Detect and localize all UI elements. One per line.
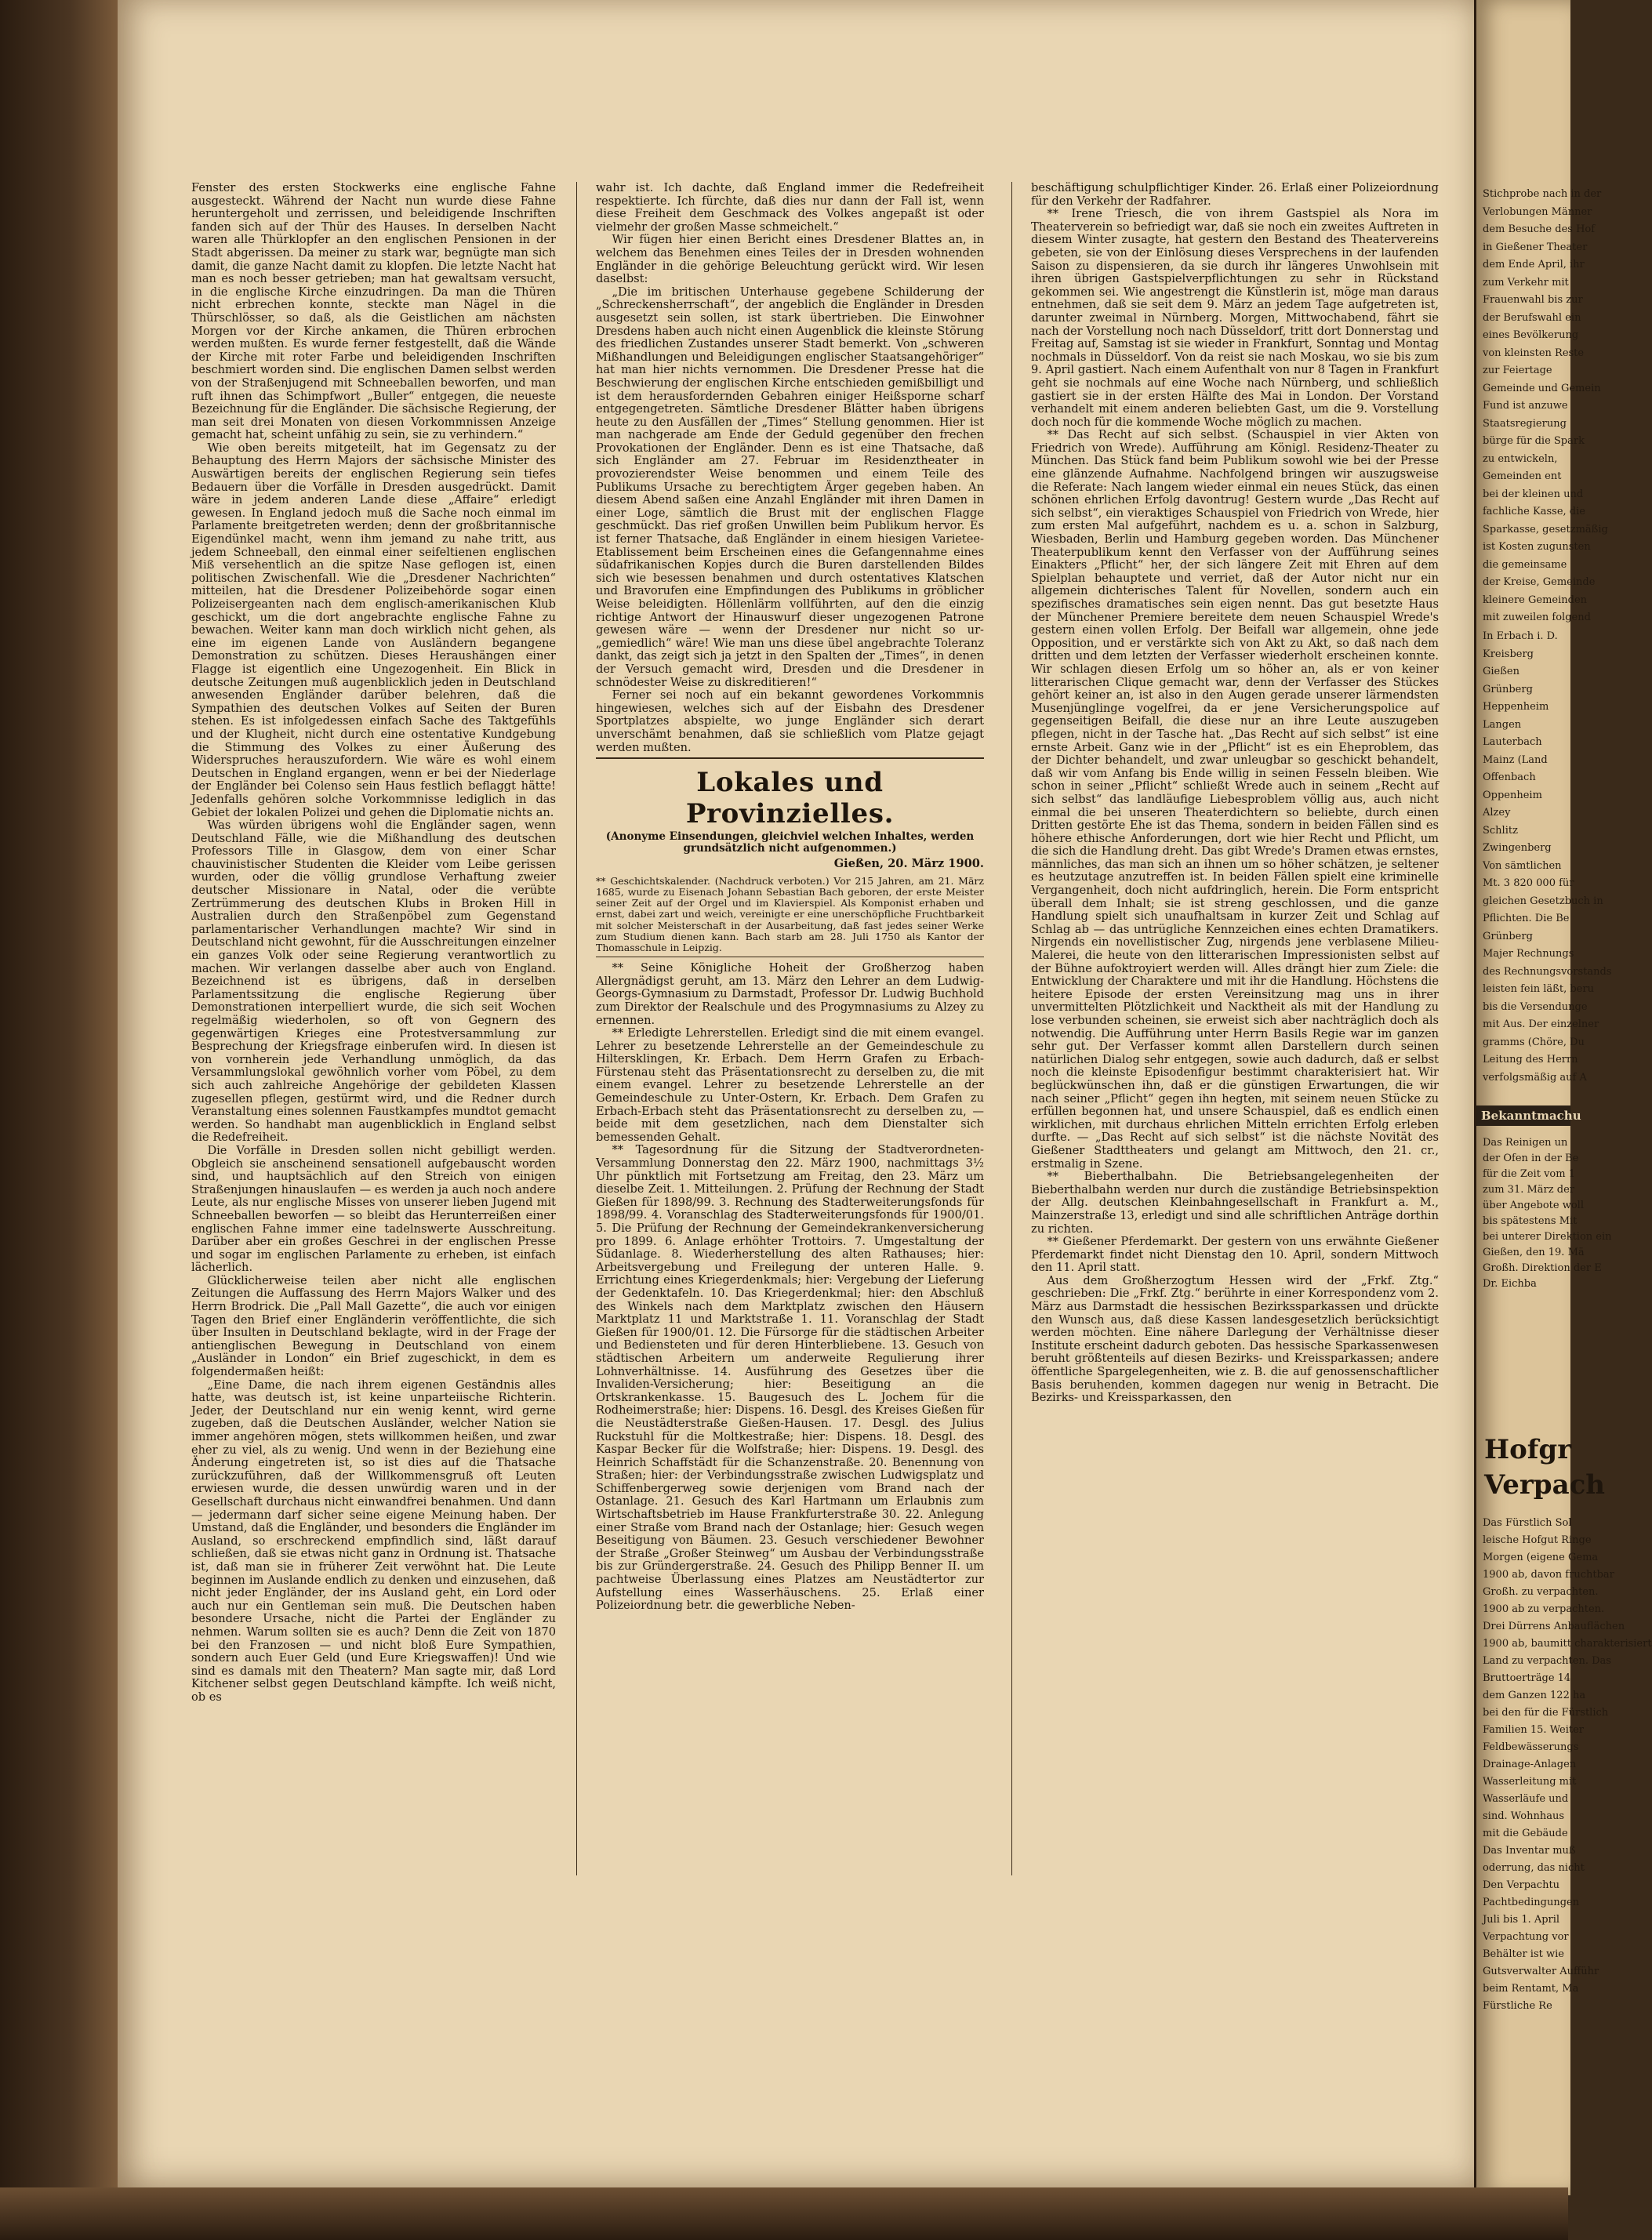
news-item: ** Das Recht auf sich selbst. (Schauspiel in vier Akten von Friedrich von Wrede). Aufführung am Königl. Residenz-Theater zu München. Das Stück fand beim Publikum sowohl wie bei der Presse eine glänzende Aufnahme. Nachfolgend bringen wir auszugsweise die Referate: Nach langem wieder einmal ein neues Stück, das einen schönen ehrlichen Erfolg davontrug! Gestern wurde „Das Recht auf sich selbst“, ein vieraktiges Schauspiel von Friedrich von Wrede, hier zum ersten Mal aufgeführt, nachdem es u. a. schon in Salzburg, Wiesbaden, Berlin und Hamburg gegeben worden. Das Münchener Theaterpublikum kennt den Verfasser von der Aufführung seines Einakters „Pflicht“ her, der sich längere Zeit mit Ehren auf dem Spielplan behauptete und verriet, daß der Autor nicht nur ein allgemein dichterisches Talent für Novellen, sondern auch ein spezifisches dramatisches sein eigen nennt. Das gut besetzte Haus der Münchener Premiere bereitete dem neuen Schauspiel Wrede's gestern einen vollen Erfolg. Der Beifall war allgemein, ohne jede Opposition, und er verstärkte sich von Akt zu Akt, so daß nach dem dritten und dem letzten der Verfasser wiederholt erscheinen konnte. Wir schlagen diesen Erfolg um so höher an, als er von keiner litterarischen Clique gemacht war, denn der Verfasser des Stückes gehört keiner an, ist also in den Augen gerade unserer lärmendsten Musenjünglinge vogelfrei, da er jene Versicherungspolice auf gegenseitigen Beifall, die diese nur an ihre Leute auszugeben pflegen, nicht in der Tasche hat. „Das Recht auf sich selbst“ ist eine ernste Arbeit. Ganz wie in der „Pflicht“ ist es ein Eheproblem, das der Dichter behandelt, und zwar unleugbar so geschickt behandelt, daß wir vom Anfang bis Ende willig in seinen Fesseln bleiben. Wie schon in seiner „Pflicht“ schließt Wrede auch in seinem „Recht auf sich selbst“ das landläufige Liebesproblem völlig aus, auch nicht einmal die bei unseren Theaterdichtern so beliebte, durch einen Dritten gestörte Ehe ist das Thema, sondern in beiden Fällen sind es höhere ethische Anforderungen, dort wie hier Recht und Pflicht, um die sich die Handlung dreht. Das gibt Wrede's Dramen etwas ernstes, männliches, das man sich an ihnen um so höher schätzen, je seltener es heutzutage anzutreffen ist. In beiden Fällen spielt eine kriminelle Vergangenheit, doch nicht aufdringlich, herein. Die Form entspricht überall dem Inhalt; sie ist streng geschlossen, und die ganze Handlung spielt sich unaufhaltsam in kurzer Zeit und Schlag auf Schlag ab — das untrügliche Kennzeichen eines echten Dramatikers. Nirgends ein novellistischer Zug, nirgends jene verblasene Milieu-Malerei, die heute von den litterarischen Impressionisten selbst auf der Bühne aufoktroyiert werden will. Alles drängt hier zum Ziele: die Entwicklung der Charaktere und mit ihr die Handlung. Höchstens die heitere Episode der ersten Vereinsitzung mag uns in ihrer unvermittelten Plötzlichkeit und Nacktheit als mit der Handlung zu lose verbunden scheinen, sie erweist sich aber nachträglich doch als notwendig. Die Aufführung unter Herrn Basils Regie war im ganzen sehr gut. Der Verfasser kommt allen Darstellern durch seinen natürlichen Dialog sehr entgegen, sowie auch dadurch, daß er selbst noch die kleinste Episodenfigur bestimmt charakterisiert hat. Wir beglückwünschen ihn, daß er die günstigen Erwartungen, die wir nach seiner „Pflicht“ gegen ihn hegten, mit seinem neuen Stücke zu erfüllen begonnen hat, und unsere Schauspiel, daß es endlich einen wirklichen, mit durchaus ehrlichen Mitteln errichten Erfolg erleben durfte. — „Das Recht auf sich selbst“ ist die nächste Novität des Gießener Stadttheaters und gelangt am Mittwoch, den 21. cr., erstmalig in Szene. [1031, 428, 1439, 1171]
article-paragraph: Was würden übrigens wohl die Engländer sagen, wenn Deutschland Fälle, wie die Mißhandlung des deutschen Professors Tille in Glasgow, dem von einer Schar chauvinistischer Studenten die Kleider vom Leibe gerissen wurden, oder die völlig grundlose Verhaftung zweier deutscher Missionare in Natal, oder die verübte Zertrümmerung des deutschen Klubs in Broken Hill in Australien durch den Straßenpöbel zum Gegenstand parlamentarischer Verhandlungen machte? Wir sind in Deutschland nicht gewohnt, für die Ausschreitungen einzelner ein ganzes Volk oder seine Regierung verantwortlich zu machen. Wir verlangen dasselbe aber auch von England. Bezeichnend ist es übrigens, daß in derselben Parlamentssitzung die englische Regierung über Demonstrationen interpelliert wurde, die sich seit Wochen regelmäßig wiederholen, so oft von Gegnern des gegenwärtigen Krieges eine Protestversammlung zur Besprechung der Kriegsfrage einberufen wird. In diesen ist von vornherein jede Verhandlung unmöglich, da das Versammlungslokal gewöhnlich vorher vom Pöbel, zu dem sich auch zahlreiche Angehörige der gebildeten Klassen zugesellen pflegen, gestürmt wird, und die Redner durch Veranstaltung eines solennen Faustkampfes mundtot gemacht werden. So handhabt man augenblicklich in England selbst die Redefreiheit. [191, 819, 556, 1145]
adjacent-page-fragment: Feldbewässerungs [1483, 1741, 1579, 1753]
article-paragraph: Glücklicherweise teilen aber nicht alle englischen Zeitungen die Auffassung des Herrn Majors Walker und des Herrn Brodrick. Die „Pall Mall Gazette“, die auch vor einigen Tagen den Brief einer Engländerin veröffentlichte, die sich über Insulten in Deutschland beklagte, wird in der Frage der antienglischen Bewegung in Deutschland von einem „Ausländer in London“ ein Brief zugeschickt, in dem es folgendermaßen heißt: [191, 1273, 556, 1379]
section-title: Lokales und Provinzielles. [685, 767, 895, 830]
adjacent-page-fragment: verfolgsmäßig auf A [1483, 1071, 1587, 1084]
adjacent-page-fragment: mit Aus. Der einzelner [1483, 1018, 1599, 1030]
article-paragraph: Wie oben bereits mitgeteilt, hat im Gegensatz zu der Behauptung des Herrn Majors der sächsische Minister des Auswärtigen bereits der englischen Regierung sein tiefes Bedauern über die Vorfälle in Dresden ausgedrückt. Damit wäre in jedem anderen Lande diese „Affaire“ erledigt gewesen. In England jedoch muß die Sache noch einmal im Parlamente breitgetreten werden; denn der großbritannische Eigendünkel macht, wenn ihm jemand zu nahe tritt, aus jedem Schneeball, den einmal einer seifeltienen englischen Miß versehentlich an die spitze Nase geflogen ist, einen politischen Zwischenfall. Wie die „Dresdener Nachrichten“ mitteilen, hat die Dresdener Polizeibehörde sogar einen Polizeisergeanten nach dem englisch-amerikanischen Klub geschickt, um die dort angebrachte englische Fahne zu bewachen. Weiter kann man doch wirklich nicht gehen, als eine im eigenen Lande von Ausländern begangene Demonstration zu schützen. Dieses Heraushängen einer Flagge ist eigentlich eine Ungezogenheit. Ein Blick in deutsche Zeitungen muß augenblicklich jeden in Deutschland anwesenden Engländer darüber belehren, daß die Sympathien des deutschen Volkes auf Seiten der Buren stehen. Es ist infolgedessen einfach Sache des Taktgefühls und der Klugheit, nicht durch eine ostentative Kundgebung die Stimmung des Volkes zu einer Äußerung des Widerspruches herauszufordern. Wie wäre es wohl einem Deutschen in England ergangen, wenn er bei der Niederlage der Engländer bei Colenso sein Haus festlich beflaggt hätte! Jedenfalls gehören solche Vorkommnisse lediglich in das Gebiet der lokalen Polizei und gehen die Diplomatie nichts an. [191, 441, 556, 819]
article-paragraph: wahr ist. Ich dachte, daß England immer die Redefreiheit respektierte. Ich fürchte, daß dies nur dann der Fall ist, wenn diese Freiheit dem Geschmack des Volkes angepaßt ist oder vielmehr der großen Masse schmeichelt.“ [596, 181, 984, 234]
scan-bottom-edge [0, 2187, 1568, 2240]
adjacent-page-fragment: Leitung des Herrn [1483, 1054, 1578, 1066]
section-subtitle: (Anonyme Einsendungen, gleichviel welchen Inhaltes, werden grundsätzlich nicht aufgenommen.) [605, 830, 975, 855]
column-divider [576, 182, 577, 1875]
adjacent-page-fragment: Stichprobe nach in der [1483, 188, 1602, 200]
adjacent-page-fragment: sind. Wohnhaus [1483, 1810, 1565, 1822]
adjacent-page-fragment: Mt. 3 820 000 für [1483, 877, 1574, 889]
adjacent-page-fragment: Land zu verpachten. Das [1483, 1655, 1611, 1667]
adjacent-page-fragment: Offenbach [1483, 771, 1536, 783]
adjacent-page-fragment: in Gießener Theater [1483, 241, 1588, 253]
adjacent-page-fragment: zum Verkehr mit [1483, 276, 1569, 289]
article-paragraph: Fenster des ersten Stockwerks eine englische Fahne ausgesteckt. Während der Nacht nun wurde diese Fahne heruntergeholt und zerrissen, und beleidigende Inschriften fanden sich auf der Thür des Hauses. In derselben Nacht waren alle Thürklopfer an den englischen Pensionen in der Stadt abgerissen. Da meiner zu stark war, begnügte man sich damit, die ganze Nacht damit zu klopfen. Die letzte Nacht hat man es noch besser getrieben; man hat gewaltsam versucht, in die englische Kirche einzudringen. Da man die Thüren nicht erbrechen konnte, steckte man Nägel in die Thürschlösser, so daß, als die Geistlichen am nächsten Morgen vor der Kirche ankamen, die Thüren erbrochen werden mußten. Es wurde ferner festgestellt, daß die Wände der Kirche mit roter Farbe und beleidigenden Inschriften beschmiert worden sind. Die englischen Damen selbst werden von der Straßenjugend mit Schneeballen beworfen, und man ruft ihnen das Schimpfwort „Buller“ entgegen, die neueste Bezeichnung für die Engländer. Die sächsische Regierung, der man seit drei Monaten von diesen Vorkommnissen Anzeige gemacht hat, scheint unfähig zu sein, sie zu verhindern.“ [191, 181, 556, 442]
adjacent-page-fragment: die gemeinsame [1483, 558, 1567, 571]
article-paragraph: Ferner sei noch auf ein bekannt gewordenes Vorkommnis hingewiesen, welches sich auf der Eisbahn des Dresdener Sportplatzes abspielte, wo junge Engländer sich derart unverschämt benahmen, daß sie schließlich vom Platze gejagt werden mußten. [596, 688, 984, 754]
adjacent-page-strip [1474, 0, 1652, 2195]
adjacent-box-fragment: zum 31. März der [1483, 1184, 1574, 1196]
adjacent-page-fragment: Wasserläufe und [1483, 1793, 1569, 1805]
adjacent-page-fragment: Großh. zu verpachten. [1483, 1586, 1599, 1598]
adjacent-page-fragment: der Berufswahl ein [1483, 311, 1581, 324]
adjacent-page-fragment: Von sämtlichen [1483, 859, 1562, 872]
news-item: Aus dem Großherzogtum Hessen wird der „Frkf. Ztg.“ geschrieben: Die „Frkf. Ztg.“ berührte in einer Korrespondenz vom 2. März aus Darmstadt die hessischen Bezirkssparkassen und drückte den Wunsch aus, daß diese Kassen landesgesetzlich berücksichtigt werden möchten. Eine nähere Darlegung der Verhältnisse dieser Institute erscheint dadurch geboten. Das hessische Sparkassenwesen beruht größtenteils auf diesen Bezirks- und Kreissparkassen; andere öffentliche Spargelegenheiten, wie z. B. die auf genossenschaftlicher Basis beruhenden, kommen dagegen nur wenig in Betracht. Die Bezirks- und Kreissparkassen, den [1031, 1273, 1439, 1405]
adjacent-page-fragment: Fürstliche Re [1483, 2000, 1552, 2012]
adjacent-page-fragment: zu entwickeln, [1483, 452, 1558, 465]
article-paragraph: „Eine Dame, die nach ihrem eigenen Geständnis alles hatte, was deutsch ist, ist keine unparteiische Richterin. Jeder, der Deutschland nur ein wenig kennt, wird gerne zugeben, daß die Deutschen Ausländer, welcher Nation sie immer angehören mögen, stets willkommen heißen, und zwar eher zu viel, als zu wenig. Und wenn in der Beziehung eine Änderung eingetreten ist, so ist dies auf die Thatsache zurückzuführen, daß der Willkommensgruß oft Leuten erwiesen wurde, die dessen unwürdig waren und in der Gesellschaft durchaus nicht einwandfrei benahmen. Und dann — jedermann darf sicher seine eigene Meinung haben. Der Umstand, daß die Engländer, und besonders die Engländer im Ausland, so erschreckend empfindlich sind, läßt darauf schließen, daß sie etwas nicht ganz in Ordnung ist. Thatsache ist, daß man sie in früherer Zeit verwöhnt hat. Die Leute beginnen im Auslande endlich zu denken und einzusehen, daß nicht jeder Engländer, der ins Ausland geht, ein Lord oder auch nur ein Gentleman sein muß. Die Deutschen haben besondere Ursache, nicht die Partei der Engländer zu nehmen. Warum sollten sie es auch? Denn die Zeit von 1870 bei den Franzosen — und nicht bloß Eure Sympathien, sondern auch Euer Geld (und Eure Kriegswaffen)! Und wie sind es damals mit den Theatern? Man sagte mir, daß Lord Kitchener selbst gegen Deutschland kämpfte. Ich weiß nicht, ob es [191, 1378, 556, 1704]
adjacent-page-fragment: Frauenwahl bis zur [1483, 294, 1583, 306]
adjacent-box-title: Bekanntmachu [1476, 1105, 1570, 1126]
adjacent-page-fragment: kleinere Gemeinden [1483, 594, 1588, 606]
adjacent-page-fragment: gleichen Gesetzbuch in [1483, 895, 1603, 907]
adjacent-page-fragment: mit die Gebäude [1483, 1828, 1568, 1839]
adjacent-page-fragment: Pachtbedingungen [1483, 1897, 1580, 1908]
adjacent-page-fragment: Wasserleitung mit [1483, 1776, 1577, 1788]
article-paragraph: Wir fügen hier einen Bericht eines Dresdener Blattes an, in welchem das Benehmen eines Teiles der in Dresden wohnenden Engländer in die gehörige Beleuchtung gerückt wird. Wir lesen daselbst: [596, 233, 984, 286]
adjacent-page-fragment: 1900 ab zu verpachten. [1483, 1603, 1605, 1615]
adjacent-box-fragment: für die Zeit vom 1 [1483, 1168, 1575, 1180]
adjacent-box-fragment: Das Reinigen un [1483, 1137, 1568, 1149]
adjacent-page-fragment: Gutsverwalter Aufführ [1483, 1966, 1599, 1977]
history-calendar-notice: ** Geschichtskalender. (Nachdruck verboten.) Vor 215 Jahren, am 21. März 1685, wurde zu Eisenach Johann Sebastian Bach geboren, der erste Meister seiner Zeit auf der Orgel und im Klavierspiel. Als Komponist erhaben und ernst, dabei zart und weich, vereinigte er eine unerschöpfliche Fruchtbarkeit mit solcher Meisterschaft in der Ausarbeitung, daß fast jedes seiner Werke zum Studium dienen kann. Bach starb am 28. Juli 1750 als Kantor der Thomasschule in Leipzig. [596, 876, 984, 957]
adjacent-page-fragment: bürge für die Spark [1483, 435, 1585, 447]
adjacent-page-fragment: bis die Versendunge [1483, 1000, 1588, 1013]
adjacent-page-fragment: oderrung, das nicht [1483, 1862, 1585, 1874]
adjacent-page-fragment: Pflichten. Die Be [1483, 913, 1570, 924]
book-binding-edge [0, 0, 118, 2240]
adjacent-page-fragment: dem Ganzen 122 ha [1483, 1690, 1586, 1701]
adjacent-page-fragment: Grünberg [1483, 930, 1533, 942]
adjacent-page-fragment: fachliche Kasse, die [1483, 506, 1585, 517]
adjacent-page-fragment: ist Kosten zugunsten [1483, 541, 1591, 553]
adjacent-page-fragment: zur Feiertage [1483, 365, 1552, 376]
news-item: ** Erledigte Lehrerstellen. Erledigt sind die mit einem evangel. Lehrer zu besetzende Lehrerstelle an der Gemeindeschule zu Hiltersklingen, Kr. Erbach. Dem Herrn Grafen zu Erbach-Fürstenau steht das Präsentationsrecht zu derselben zu, die mit einem evangel. Lehrer zu besetzende Lehrerstelle an der Gemeindeschule zu Unter-Ostern, Kr. Erbach. Dem Grafen zu Erbach-Erbach steht das Präsentationsrecht zu derselben zu, — beide mit dem gesetzlichen, nach dem Dienstalter sich bemessenden Gehalt. [596, 1026, 984, 1144]
adjacent-page-fragment: 1900 ab, baumitt charakterisiert [1483, 1638, 1652, 1650]
adjacent-page-fragment: leisten fein läßt, beru [1483, 983, 1594, 995]
adjacent-page-fragment: leische Hofgut Ringe [1483, 1534, 1592, 1546]
article-column-1 [191, 182, 556, 1860]
news-item: ** Seine Königliche Hoheit der Großherzog haben Allergnädigst geruht, am 13. März den Lehrer an dem Ludwig-Georgs-Gymnasium zu Darmstadt, Professor Dr. Ludwig Buchhold zum Direktor der Realschule und des Progymnasiums zu Alzey zu ernennen. [596, 961, 984, 1027]
news-item: beschäftigung schulpflichtiger Kinder. 26. Erlaß einer Polizeiordnung für den Verkehr der Radfahrer. [1031, 181, 1439, 208]
adjacent-box-fragment: bei unterer Direktion ein [1483, 1231, 1612, 1243]
adjacent-page-fragment: Lauterbach [1483, 736, 1542, 748]
adjacent-page-fragment: mit zuweilen folgend [1483, 612, 1591, 623]
adjacent-page-fragment: Drei Dürrens Anbauflächen [1483, 1621, 1625, 1632]
adjacent-page-fragment: Gießen [1483, 666, 1519, 677]
adjacent-page-fragment: Langen [1483, 718, 1522, 731]
adjacent-page-fragment: gramms (Chöre, Du [1483, 1036, 1585, 1048]
adjacent-page-fragment: bei der kleinen und [1483, 488, 1584, 500]
adjacent-page-fragment: Fund ist anzuwe [1483, 400, 1568, 412]
adjacent-page-fragment: Oppenheim [1483, 789, 1542, 801]
section-rule [596, 757, 984, 759]
adjacent-page-fragment: Morgen (eigene Gema [1483, 1552, 1599, 1563]
adjacent-page-fragment: Den Verpachtu [1483, 1879, 1560, 1891]
adjacent-page-fragment: Gemeinden ent [1483, 470, 1562, 482]
adjacent-page-fragment: dem Ende April, ihr [1483, 259, 1585, 270]
adjacent-page-fragment: Juli bis 1. April [1483, 1914, 1560, 1926]
adjacent-box-fragment: bis spätestens Mit [1483, 1215, 1578, 1227]
adjacent-page-fragment: Verlobungen Männer [1483, 205, 1592, 218]
adjacent-page-fragment: Das Fürstlich Sol [1483, 1517, 1572, 1529]
adjacent-page-fragment: In Erbach i. D. [1483, 630, 1558, 642]
news-item: ** Bieberthalbahn. Die Betriebsangelegenheiten der Bieberthalbahn werden nur durch die zuständige Betriebsinspektion der Allg. deutschen Kleinbahngesellschaft in Frankfurt a. M., Mainzerstraße 13, erledigt und sind alle schriftlichen Anträge dorthin zu richten. [1031, 1170, 1439, 1236]
news-item: ** Irene Triesch, die von ihrem Gastspiel als Nora im Theaterverein so befriedigt war, daß sie noch ein zweites Auftreten in diesem Winter zusagte, hat gestern den Bestand des Theatervereins gebeten, sie von der Einlösung dieses Versprechens in der laufenden Saison zu dispensieren, da sie durch ihr längeres Unwohlsein mit ihren übrigen Gastspielverpflichtungen zu sehr in Rückstand gekommen sei. Wie angestrengt die Künstlerin ist, möge man daraus entnehmen, daß sie seit dem 9. März an jedem Tage aufgetreten ist, darunter zweimal in Nürnberg. Morgen, Mittwochabend, fährt sie nach der Vorstellung noch nach Düsseldorf, tritt dort Donnerstag und Freitag auf, Samstag ist sie wieder in Frankfurt, Sonntag und Montag nochmals in Düsseldorf. Von da reist sie nach Moskau, wo sie bis zum 9. April gastiert. Nach einem Aufenthalt von nur 8 Tagen in Frankfurt geht sie nochmals auf eine Woche nach Nürnberg, und schließlich gastiert sie in der ersten Hälfte des Mai in London. Der Vorstand verhandelt mit einem anderen beliebten Gast, um die 9. Vorstellung doch noch für die kommende Woche möglich zu machen. [1031, 207, 1439, 429]
adjacent-page-fragment: Verpachtung vor [1483, 1931, 1569, 1943]
adjacent-page-fragment: Sparkasse, gesetzmäßig [1483, 523, 1608, 535]
adjacent-page-fragment: Bruttoerträge 14 [1483, 1672, 1571, 1684]
adjacent-page-fragment: eines Bevölkerung [1483, 329, 1579, 341]
adjacent-box-fragment: Dr. Eichba [1483, 1278, 1537, 1290]
adjacent-page-fragment: Grünberg [1483, 683, 1533, 695]
adjacent-page-fragment: Alzey [1483, 807, 1511, 819]
adjacent-page-fragment: bei den für die Fürstlich [1483, 1707, 1609, 1719]
adjacent-page-fragment: Familien 15. Weiter [1483, 1724, 1584, 1736]
adjacent-page-fragment: der Kreise, Gemeinde [1483, 576, 1596, 588]
adjacent-page-fragment: von kleinsten Reste [1483, 347, 1585, 359]
adjacent-big-title: Verpach [1484, 1469, 1606, 1501]
article-paragraph: „Die im britischen Unterhause gegebene Schilderung der „Schreckensherrschaft“, der angeblich die Engländer in Dresden ausgesetzt sein sollen, ist stark übertrieben. Die Einwohner Dresdens haben auch nicht einen Augenblick die kleinste Störung des friedlichen Zustandes unserer Stadt bemerkt. Von „schweren Mißhandlungen und Beleidigungen englischer Staatsangehöriger“ hat man hier nichts vernommen. Die Dresdener Presse hat die Beschwierung der englischen Kirche entschieden gemißbilligt und ist dem herausfordernden Gebahren einiger Heißsporne scharf entgegengetreten. Sämtliche Dresdener Blätter haben übrigens heute zu den Ausfällen der „Times“ Stellung genommen. Hier ist man nachgerade am Ende der Geduld gegenüber den frechen Provokationen der Engländer. Denn es ist eine Thatsache, daß sich Engländer am 27. Februar im Residenztheater in provozierendster Weise benommen und einem Teile des Publikums Ursache zu berechtigtem Ärger gegeben haben. An diesem Abend saßen eine Anzahl Engländer mit ihren Damen in einer Loge, sämtlich die Brust mit der englischen Flagge geschmückt. Das rief großen Unwillen beim Publikum hervor. Es ist ferner Thatsache, daß Engländer in einem hiesigen Varietee-Etablissement beim Erscheinen eines die Gefangennahme eines südafrikanischen Kopjes durch die Buren darstellenden Bildes sich wie besessen benahmen und durch ostentatives Klatschen und Bravorufen eine Empfindungen des Publikums in gröblicher Weise beleidigten. Höllenlärm vollführten, auf den die einzig richtige Antwort der Hinauswurf dieser ungezogenen Patrone gewesen wäre — wenn der Dresdener nur nicht so ur-„gemiedlich“ wäre! Wie man uns diese übel angebrachte Toleranz dankt, das zeigt sich ja jetzt in den Spalten der „Times“, in denen der Versuch gemacht wird, Dresden und die Dresdener in schnödester Weise zu diskreditieren!“ [596, 285, 984, 689]
adjacent-page-fragment: 1900 ab, davon fruchtbar [1483, 1569, 1614, 1581]
adjacent-page-fragment: dem Besuche des Hof [1483, 223, 1596, 235]
adjacent-page-fragment: des Rechnungsvorstands [1483, 965, 1612, 978]
adjacent-page-fragment: Mainz (Land [1483, 753, 1548, 766]
adjacent-page-fragment: Staatsregierung [1483, 417, 1567, 430]
adjacent-page-fragment: Zwingenberg [1483, 842, 1552, 854]
adjacent-page-fragment: Majer Rechnungs [1483, 948, 1574, 960]
adjacent-page-fragment: Schlitz [1483, 824, 1518, 837]
adjacent-box-fragment: über Angebote woll [1483, 1200, 1584, 1211]
adjacent-page-fragment: beim Rentamt, Ma [1483, 1983, 1579, 1995]
adjacent-page-fragment: Heppenheim [1483, 701, 1549, 713]
adjacent-big-title: Hofgr [1484, 1434, 1572, 1465]
article-column-3 [1031, 182, 1439, 1868]
article-column-2 [596, 182, 984, 1875]
adjacent-page-fragment: Das Inventar muß [1483, 1845, 1576, 1857]
news-item: ** Gießener Pferdemarkt. Der gestern von uns erwähnte Gießener Pferdemarkt findet nicht Dienstag den 10. April, sondern Mittwoch den 11. April statt. [1031, 1235, 1439, 1275]
adjacent-box-fragment: der Ofen in der Be [1483, 1153, 1579, 1164]
adjacent-box-fragment: Großh. Direktion der E [1483, 1262, 1602, 1274]
adjacent-page-fragment: Behälter ist wie [1483, 1948, 1564, 1960]
adjacent-page-fragment: Kreisberg [1483, 648, 1534, 660]
article-paragraph: Die Vorfälle in Dresden sollen nicht gebilligt werden. Obgleich sie anscheinend sensationell aufgebauscht worden sind, und hauptsächlich auf den Streich von einigen Straßenjungen hinauslaufen — es werden ja auch noch andere Leute, als nur englische Misses von unserer lieben Jugend mit Schneeballen beworfen — so bleibt das Herunterreißen einer englischen Fahne immer eine tadelnswerte Ausschreitung. Darüber aber ein großes Geschrei in der englischen Presse und sogar im englischen Parlamente zu erheben, ist einfach lächerlich. [191, 1143, 556, 1275]
column-divider [1011, 182, 1012, 1875]
news-item: ** Tagesordnung für die Sitzung der Stadtverordneten-Versammlung Donnerstag den 22. März 1900, nachmittags 3½ Uhr pünktlich mit Fortsetzung am Freitag, den 23. März um dieselbe Zeit. 1. Mitteilungen. 2. Prüfung der Rechnung der Stadt Gießen für 1898/99. 3. Rechnung des Stadterweiterungsfonds für 1898/99. 4. Voranschlag des Stadterweiterungsfonds für 1900/01. 5. Die Prüfung der Rechnung der Gemeindekrankenversicherung pro 1899. 6. Anlage erhöhter Trottoirs. 7. Umgestaltung der Südanlage. 8. Wiederherstellung des alten Rathauses; hier: Arbeitsvergebung und Freilegung der unteren Halle. 9. Errichtung eines Kriegerdenkmals; hier: Vergebung der Lieferung der Gedenktafeln. 10. Das Kriegerdenkmal; hier: den Abschluß des Winkels nach dem Marktplatz zwischen den Häusern Marktplatz 11 und Marktstraße 1. 11. Voranschlag der Stadt Gießen für 1900/01. 12. Die Fürsorge für die städtischen Arbeiter und Bediensteten und für deren Hinterbliebene. 13. Gesuch von städtischen Arbeitern um anderweite Regulierung ihrer Lohnverhältnisse. 14. Ausführung des Gesetzes über die Invaliden-Versicherung; hier: Beseitigung an die Ortskrankenkasse. 15. Baugesuch des L. Jochem für die Rodheimerstraße; hier: Dispens. 16. Desgl. des Kreises Gießen für die Neustädterstraße Gießen-Hausen. 17. Desgl. des Julius Ruckstuhl für die Moltkestraße; hier: Dispens. 18. Desgl. des Kaspar Becker für die Wolfstraße; hier: Dispens. 19. Desgl. des Heinrich Schaffstädt für die Schanzenstraße. 20. Benennung von Straßen; hier: der Verbindungsstraße zwischen Ludwigsplatz und Schiffenbergerweg sowie derjenigen vom Brand nach der Ostanlage. 21. Gesuch des Karl Hartmann um Erlaubnis zum Wirtschaftsbetrieb im Hause Frankfurterstraße 30. 22. Anlegung einer Straße vom Brand nach der Ostanlage; hier: Gesuch wegen Beseitigung von Bäumen. 23. Gesuch verschiedener Bewohner der Straße „Großer Steinweg“ um Ausbau der Verbindungsstraße bis zur Gründergerstraße. 24. Gesuch des Philipp Benner II. um pachtweise Überlassung eines Platzes am Neustädtertor zur Aufstellung eines Wasserhäuschens. 25. Erlaß einer Polizeiordnung betr. die gewerbliche Neben- [596, 1143, 984, 1613]
adjacent-page-fragment: Gemeinde und Gemein [1483, 382, 1601, 394]
adjacent-page-fragment: Drainage-Anlagen [1483, 1759, 1577, 1770]
adjacent-box-fragment: Gießen, den 19. Mä [1483, 1247, 1585, 1258]
dateline: Gießen, 20. März 1900. [833, 857, 984, 871]
